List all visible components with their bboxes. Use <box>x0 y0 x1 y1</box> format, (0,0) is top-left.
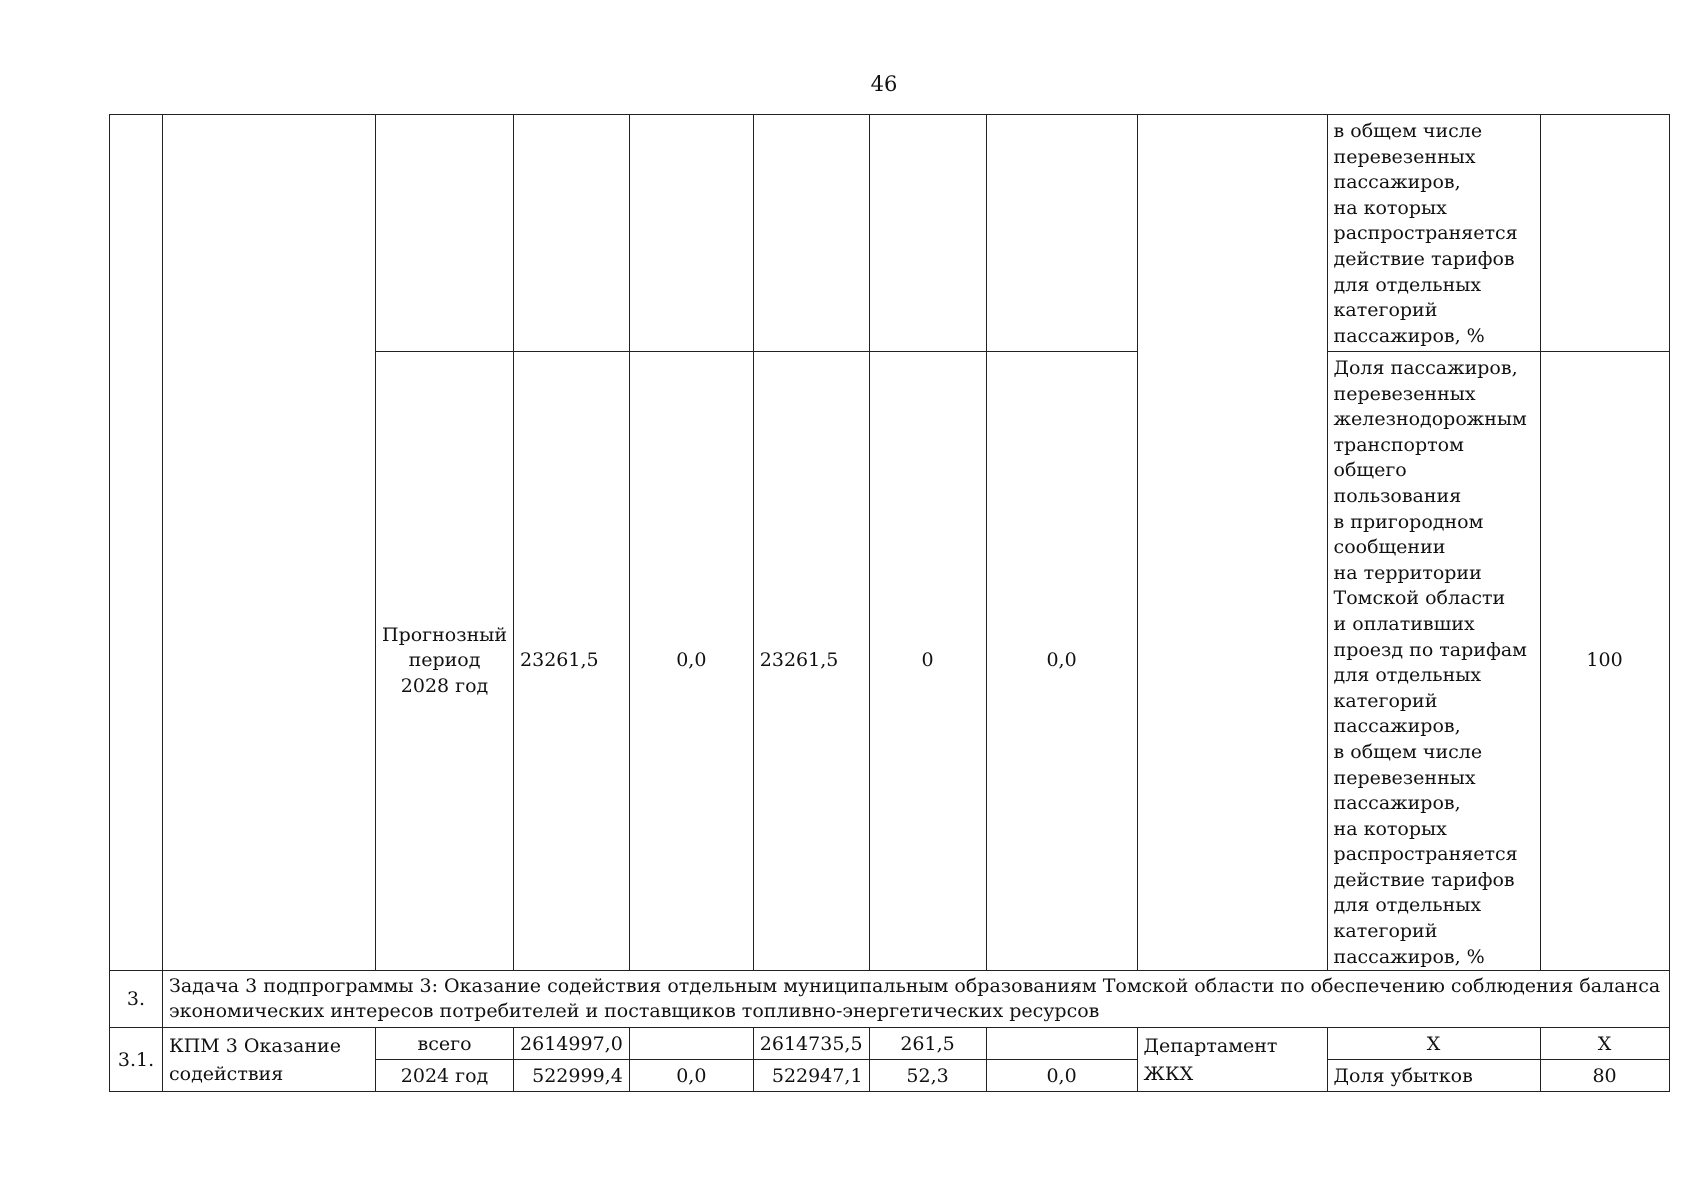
kpm-number: 3.1. <box>110 1028 163 1092</box>
kpm-indicator: Доля убытков <box>1327 1060 1540 1092</box>
kpm-indicator-value: 80 <box>1540 1060 1669 1092</box>
kpm-regional: 2614735,5 <box>753 1028 869 1060</box>
kpm-extra: 0,0 <box>986 1060 1137 1092</box>
kpm-name: КПМ 3 Оказание содействия <box>163 1028 376 1092</box>
kpm-federal: 0,0 <box>629 1060 753 1092</box>
indicator-continuation: в общем числе перевезенных пассажиров, на которых распространяется действие тарифов для отдельных категорий пассажиров, % <box>1327 115 1540 352</box>
kpm-period: всего <box>376 1028 514 1060</box>
kpm-executor: Департамент ЖКХ <box>1137 1028 1327 1092</box>
forecast-federal: 0,0 <box>629 352 753 971</box>
kpm-indicator-value: Х <box>1540 1028 1669 1060</box>
kpm-regional: 522947,1 <box>753 1060 869 1092</box>
kpm-row-total <box>110 1028 1670 1060</box>
cell-name-empty <box>163 115 376 971</box>
forecast-indicator-value: 100 <box>1540 352 1669 971</box>
cell-period-empty <box>376 115 514 352</box>
kpm-total: 522999,4 <box>514 1060 630 1092</box>
kpm-total: 2614997,0 <box>514 1028 630 1060</box>
cell-regional-empty <box>753 115 869 352</box>
cell-federal-empty <box>629 115 753 352</box>
forecast-local: 0 <box>869 352 986 971</box>
kpm-federal <box>629 1028 753 1060</box>
kpm-period: 2024 год <box>376 1060 514 1092</box>
cell-extra-empty <box>986 115 1137 352</box>
kpm-local: 261,5 <box>869 1028 986 1060</box>
cell-indicator-value-empty <box>1540 115 1669 352</box>
kpm-indicator: Х <box>1327 1028 1540 1060</box>
forecast-regional: 23261,5 <box>753 352 869 971</box>
forecast-total: 23261,5 <box>514 352 630 971</box>
continuation-row <box>110 115 1670 352</box>
page-number: 46 <box>870 72 898 96</box>
forecast-indicator: Доля пассажиров, перевезенных железнодорожным транспортом общего пользования в пригородном сообщении на территории Томской области и оплативших проезд по тарифам для отдельных категорий пассажиров, в общем числе перевезенных пассажиров, на которых распространяется действие тарифов для отдельных категорий пассажиров, % <box>1327 352 1540 971</box>
program-table <box>109 114 1670 1092</box>
cell-number-empty <box>110 115 163 971</box>
task-number: 3. <box>110 971 163 1028</box>
cell-total-empty <box>514 115 630 352</box>
forecast-extra: 0,0 <box>986 352 1137 971</box>
kpm-local: 52,3 <box>869 1060 986 1092</box>
cell-local-empty <box>869 115 986 352</box>
kpm-extra <box>986 1028 1137 1060</box>
task-row <box>110 971 1670 1028</box>
forecast-period: Прогнозный период 2028 год <box>376 352 514 971</box>
cell-executor-empty <box>1137 115 1327 971</box>
task-text: Задача 3 подпрограммы 3: Оказание содействия отдельным муниципальным образованиям Томской области по обеспечению соблюдения баланса экономических интересов потребителей и поставщиков топливно-энергетических ресурсов <box>163 971 1670 1028</box>
